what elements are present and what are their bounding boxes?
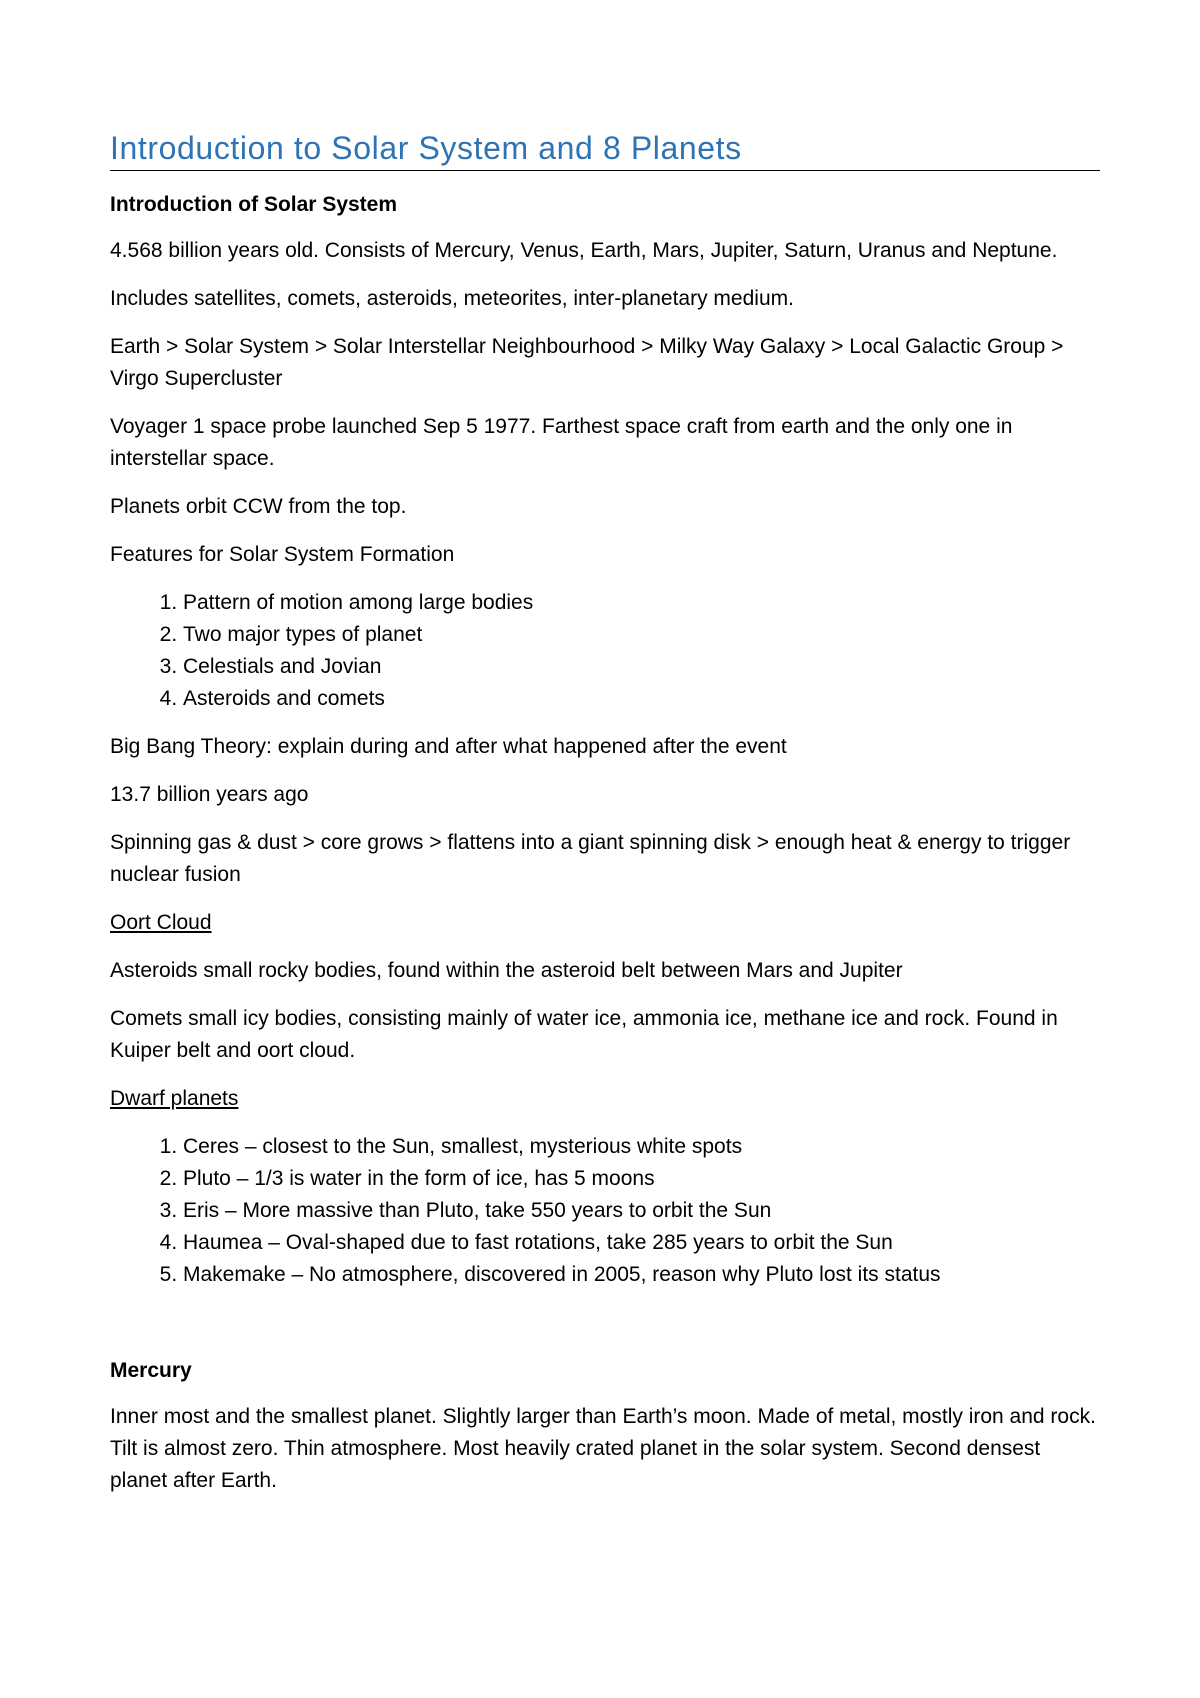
list-item: 4. Asteroids and comets	[183, 683, 1100, 715]
list-item: 5. Makemake – No atmosphere, discovered in 2005, reason why Pluto lost its status	[183, 1259, 1100, 1291]
list-item: 1. Ceres – closest to the Sun, smallest, mysterious white spots	[183, 1131, 1100, 1163]
list-item: 2. Two major types of planet	[183, 619, 1100, 651]
paragraph-orbit: Planets orbit CCW from the top.	[110, 495, 407, 518]
list-item: 3. Celestials and Jovian	[183, 651, 1100, 683]
blank-line	[110, 1307, 1100, 1355]
mercury-heading: Mercury	[110, 1359, 192, 1382]
paragraph-asteroids: Asteroids small rocky bodies, found within the asteroid belt between Mars and Jupiter	[110, 959, 903, 982]
paragraph-hierarchy: Earth > Solar System > Solar Interstellar Neighbourhood > Milky Way Galaxy > Local Galactic Group > Virgo Supercluster	[110, 335, 1064, 390]
document-title: Introduction to Solar System and 8 Planets	[110, 128, 1100, 171]
dwarf-planets-heading: Dwarf planets	[110, 1087, 239, 1110]
paragraph-voyager: Voyager 1 space probe launched Sep 5 1977. Farthest space craft from earth and the only one in interstellar space.	[110, 415, 1013, 470]
list-item: 2. Pluto – 1/3 is water in the form of ice, has 5 moons	[183, 1163, 1100, 1195]
list-item: 3. Eris – More massive than Pluto, take 550 years to orbit the Sun	[183, 1195, 1100, 1227]
oort-cloud-heading: Oort Cloud	[110, 911, 212, 934]
formation-features-list	[110, 587, 1100, 715]
list-item: 4. Haumea – Oval-shaped due to fast rotations, take 285 years to orbit the Sun	[183, 1227, 1100, 1259]
paragraph-mercury: Inner most and the smallest planet. Slightly larger than Earth’s moon. Made of metal, mostly iron and rock. Tilt is almost zero. Thin atmosphere. Most heavily crated planet in the solar system. Second densest planet after Earth.	[110, 1405, 1096, 1492]
dwarf-planets-list	[110, 1131, 1100, 1291]
intro-heading: Introduction of Solar System	[110, 193, 398, 216]
paragraph-big-bang-age: 13.7 billion years ago	[110, 783, 309, 806]
paragraph-formation-sequence: Spinning gas & dust > core grows > flattens into a giant spinning disk > enough heat & energy to trigger nuclear fusion	[110, 831, 1071, 886]
document-body	[110, 128, 1100, 1513]
paragraph-big-bang: Big Bang Theory: explain during and after what happened after the event	[110, 735, 787, 758]
list-item: 1. Pattern of motion among large bodies	[183, 587, 1100, 619]
paragraph-age: 4.568 billion years old. Consists of Mercury, Venus, Earth, Mars, Jupiter, Saturn, Uranus and Neptune.	[110, 239, 1058, 262]
paragraph-includes: Includes satellites, comets, asteroids, meteorites, inter-planetary medium.	[110, 287, 794, 310]
paragraph-comets: Comets small icy bodies, consisting mainly of water ice, ammonia ice, methane ice and rock. Found in Kuiper belt and oort cloud.	[110, 1007, 1058, 1062]
paragraph-features-heading: Features for Solar System Formation	[110, 543, 455, 566]
